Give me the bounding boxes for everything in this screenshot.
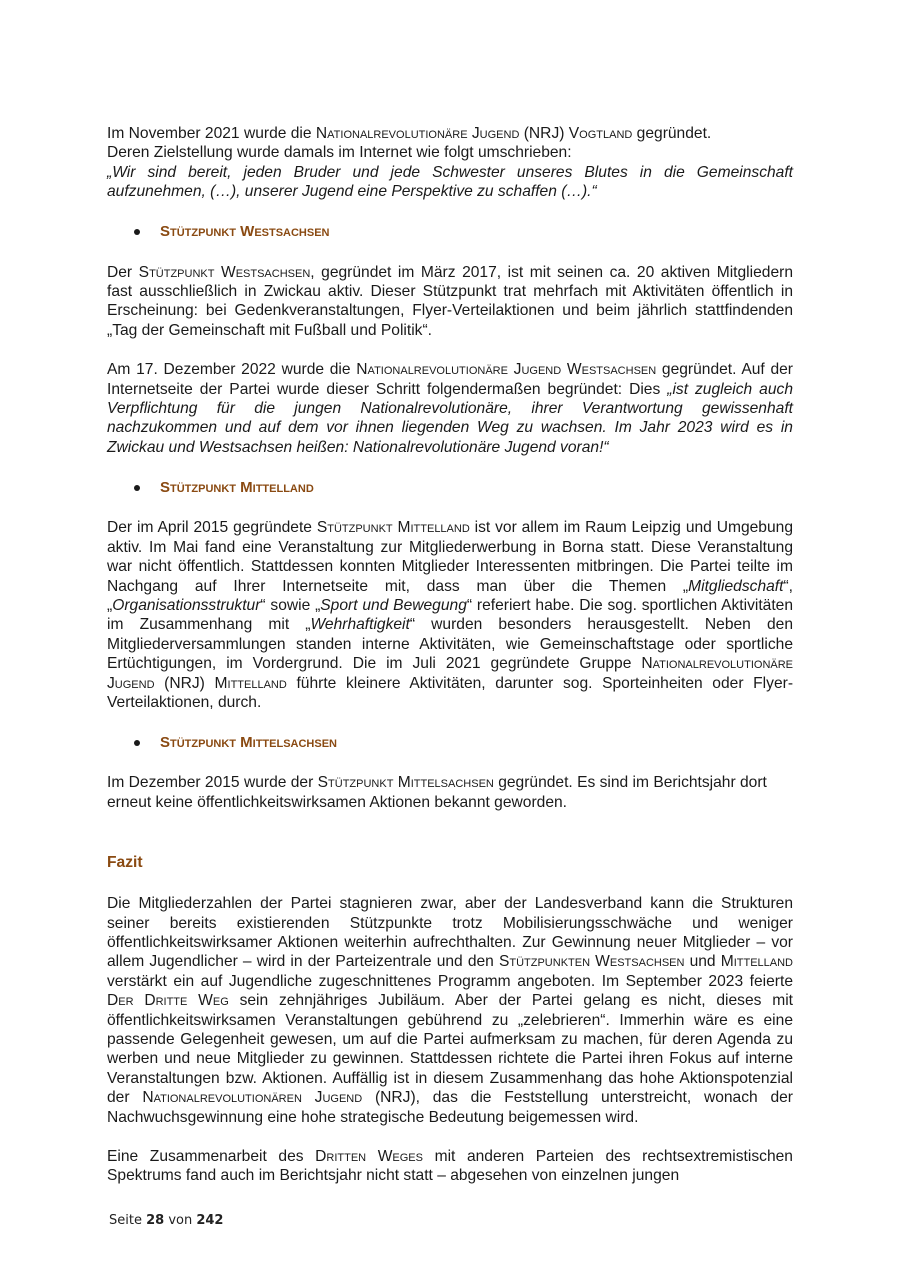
heading-mittelsachsen: Stützpunkt Mittelsachsen — [134, 733, 793, 752]
section-title-fazit: Fazit — [107, 854, 143, 872]
intro-line-1: Im November 2021 wurde die Nationalrevolutionäre Jugend (NRJ) Vogtland gegründet. — [107, 125, 712, 142]
page-number-footer: Seite 28 von 242 — [109, 1213, 224, 1228]
heading-westsachsen: Stützpunkt Westsachsen — [134, 223, 793, 242]
bullet-icon — [134, 485, 140, 491]
document-page — [107, 124, 793, 1186]
heading-mittelland: Stützpunkt Mittelland — [134, 478, 793, 497]
westsachsen-paragraph-1: Der Stützpunkt Westsachsen, gegründet im März 2017, ist mit seinen ca. 20 aktiven Mitgliedern fast ausschließlich in Zwickau aktiv. Dieser Stützpunkt trat mehrfach mit Aktivitäten öffentlich in Erscheinung: bei Gedenkveranstaltungen, Flyer-Verteilaktionen und beim jährlich stattfindenden „Tag der Gemeinschaft mit Fußball und Politik“. — [107, 263, 793, 339]
bullet-icon — [134, 740, 140, 746]
mittelland-paragraph: Der im April 2015 gegründete Stützpunkt Mittelland ist vor allem im Raum Leipzig und Umgebung aktiv. Im Mai fand eine Veranstaltung zur Mitgliederwerbung in Borna statt. Diese Veranstaltung war nicht öffentlich. Stattdessen konnten Mitglieder Interessenten mitbringen. Die Partei teilte im Nachgang auf Ihrer Internetseite mit, dass man über die Themen „Mitgliedschaft“, „Organisationsstruktur“ sowie „Sport und Bewegung“ referiert habe. Die sog. sportlichen Aktivitäten im Zusammenhang mit „Wehrhaftigkeit“ wurden besonders herausgestellt. Neben den Mitgliederversammlungen standen interne Aktivitäten, wie Gemeinschaftstage oder sportliche Ertüchtigungen, im Vordergrund. Die im Juli 2021 gegründete Gruppe Nationalrevolutionäre Jugend (NRJ) Mittelland führte kleinere Aktivitäten, darunter sog. Sporteinheiten oder Flyer-Verteilaktionen, durch. — [107, 519, 794, 711]
intro-quote: „Wir sind bereit, jeden Bruder und jede Schwester unseres Blutes in die Gemeinschaft aufzunehmen, (…), unserer Jugend eine Perspektive zu schaffen (…).“ — [107, 163, 793, 201]
intro-line-2: Deren Zielstellung wurde damals im Internet wie folgt umschrieben: — [107, 144, 572, 162]
fazit-paragraph-1: Die Mitgliederzahlen der Partei stagnieren zwar, aber der Landesverband kann die Strukturen seiner bereits existierenden Stützpunkte trotz Mobilisierungsschwäche und weniger öffentlichkeitswirksamer Aktionen weiterhin aufrechthalten. Zur Gewinnung neuer Mitglieder – vor allem Jugendlicher – wird in der Parteizentrale und den Stützpunkten Westsachsen und Mittelland verstärkt ein auf Jugendliche zugeschnittenes Programm angeboten. Im September 2023 feierte Der Dritte Weg sein zehnjähriges Jubiläum. Aber der Partei gelang es nicht, dieses mit öffentlichkeitswirksamen Veranstaltungen gebührend zu „zelebrieren“. Immerhin wäre es eine passende Gelegenheit gewesen, um auf die Partei aufmerksam zu machen, für deren Agenda zu werben und neue Mitglieder zu gewinnen. Stattdessen richtete die Partei ihren Fokus auf interne Veranstaltungen bzw. Aktionen. Auffällig ist in diesem Zusammenhang das hohe Aktionspotenzial der Nationalrevolutionären Jugend (NRJ), das die Feststellung unterstreicht, wonach der Nachwuchsgewinnung eine hohe strategische Bedeutung beigemessen wird. — [107, 895, 793, 1126]
westsachsen-paragraph-2: Am 17. Dezember 2022 wurde die Nationalrevolutionäre Jugend Westsachsen gegründet. Auf der Internetseite der Partei wurde dieser Schritt folgendermaßen begründet: Dies „ist zugleich auch Verpflichtung für die jungen Nationalrevolutionäre, ihrer Verantwortung gewissenhaft nachzukommen und auf dem vor ihnen liegenden Weg zu wachsen. Im Jahr 2023 wird es in Zwickau und Westsachsen heißen: Nationalrevolutionäre Jugend voran!“ — [107, 361, 793, 456]
bullet-icon — [134, 229, 140, 235]
fazit-paragraph-2: Eine Zusammenarbeit des Dritten Weges mit anderen Parteien des rechtsextremistischen Spektrums fand auch im Berichtsjahr nicht statt – abgesehen von einzelnen jungen — [107, 1148, 793, 1185]
mittelsachsen-paragraph: Im Dezember 2015 wurde der Stützpunkt Mittelsachsen gegründet. Es sind im Berichtsjahr dort erneut keine öffentlichkeitswirksamen Aktionen bekannt geworden. — [107, 774, 767, 811]
